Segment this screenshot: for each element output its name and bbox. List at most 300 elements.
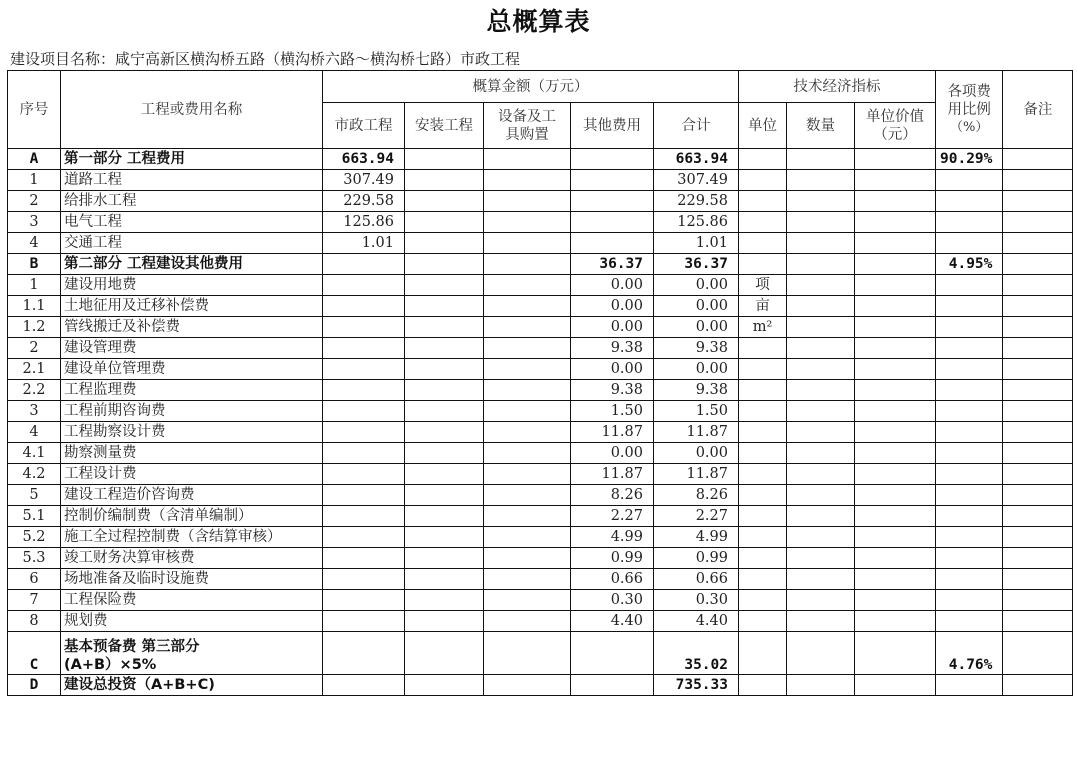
table-row bbox=[8, 338, 1073, 359]
cell-unit-value bbox=[855, 548, 936, 569]
cell-quantity bbox=[787, 548, 855, 569]
cell-equipment bbox=[484, 212, 571, 233]
table-row bbox=[8, 401, 1073, 422]
cell-install bbox=[405, 590, 484, 611]
cell-unit bbox=[739, 506, 787, 527]
cell-other: 2.27 bbox=[571, 506, 654, 527]
cell-unit bbox=[739, 527, 787, 548]
cell-total: 0.30 bbox=[654, 590, 739, 611]
cell-remark bbox=[1003, 443, 1073, 464]
cell-other: 0.99 bbox=[571, 548, 654, 569]
cell-remark bbox=[1003, 611, 1073, 632]
cell-quantity bbox=[787, 233, 855, 254]
cell-install bbox=[405, 548, 484, 569]
cell-equipment bbox=[484, 380, 571, 401]
cell-ratio bbox=[936, 422, 1003, 443]
cell-ratio bbox=[936, 296, 1003, 317]
cell-total: 307.49 bbox=[654, 170, 739, 191]
table-row bbox=[8, 464, 1073, 485]
cell-unit bbox=[739, 464, 787, 485]
cell-total: 1.01 bbox=[654, 233, 739, 254]
cell-remark bbox=[1003, 254, 1073, 275]
cell-seq: 4.1 bbox=[8, 443, 61, 464]
cell-name: 建设总投资（A+B+C) bbox=[61, 675, 323, 696]
cell-total: 4.40 bbox=[654, 611, 739, 632]
table-body bbox=[8, 149, 1073, 696]
cell-equipment bbox=[484, 191, 571, 212]
cell-name: 基本预备费 第三部分 (A+B）×5% bbox=[61, 632, 323, 675]
cell-ratio bbox=[936, 338, 1003, 359]
cell-total: 663.94 bbox=[654, 149, 739, 170]
cell-name: 第二部分 工程建设其他费用 bbox=[61, 254, 323, 275]
cell-equipment bbox=[484, 422, 571, 443]
cell-municipal bbox=[323, 569, 405, 590]
table-row bbox=[8, 380, 1073, 401]
cell-municipal bbox=[323, 632, 405, 675]
cell-unit-value bbox=[855, 422, 936, 443]
cell-unit: 项 bbox=[739, 275, 787, 296]
cell-unit bbox=[739, 170, 787, 191]
cell-ratio bbox=[936, 506, 1003, 527]
cell-ratio bbox=[936, 317, 1003, 338]
cell-name: 给排水工程 bbox=[61, 191, 323, 212]
cell-municipal: 663.94 bbox=[323, 149, 405, 170]
cell-seq: B bbox=[8, 254, 61, 275]
cell-quantity bbox=[787, 317, 855, 338]
cell-municipal bbox=[323, 548, 405, 569]
cell-unit bbox=[739, 401, 787, 422]
cell-unit bbox=[739, 485, 787, 506]
cell-seq: 4 bbox=[8, 422, 61, 443]
table-row bbox=[8, 422, 1073, 443]
cell-install bbox=[405, 611, 484, 632]
cell-install bbox=[405, 485, 484, 506]
cell-equipment bbox=[484, 485, 571, 506]
cell-seq: 5.3 bbox=[8, 548, 61, 569]
cell-other bbox=[571, 675, 654, 696]
cell-ratio bbox=[936, 590, 1003, 611]
cell-other bbox=[571, 191, 654, 212]
cell-municipal: 125.86 bbox=[323, 212, 405, 233]
cell-seq: 1.1 bbox=[8, 296, 61, 317]
cell-quantity bbox=[787, 254, 855, 275]
cell-unit-value bbox=[855, 191, 936, 212]
cell-unit-value bbox=[855, 632, 936, 675]
cell-unit-value bbox=[855, 611, 936, 632]
cell-unit-value bbox=[855, 380, 936, 401]
cell-unit-value bbox=[855, 464, 936, 485]
cell-name: 建设工程造价咨询费 bbox=[61, 485, 323, 506]
table-row bbox=[8, 212, 1073, 233]
cell-remark bbox=[1003, 317, 1073, 338]
cell-unit bbox=[739, 548, 787, 569]
cell-install bbox=[405, 675, 484, 696]
cell-unit-value bbox=[855, 254, 936, 275]
cell-total: 0.66 bbox=[654, 569, 739, 590]
budget-table bbox=[7, 70, 1073, 696]
header-equipment: 设备及工 具购置 bbox=[484, 103, 571, 149]
cell-ratio: 4.95% bbox=[936, 254, 1003, 275]
cell-ratio bbox=[936, 527, 1003, 548]
cell-remark bbox=[1003, 212, 1073, 233]
cell-unit bbox=[739, 422, 787, 443]
cell-other: 4.40 bbox=[571, 611, 654, 632]
cell-install bbox=[405, 338, 484, 359]
cell-total: 0.00 bbox=[654, 275, 739, 296]
cell-install bbox=[405, 506, 484, 527]
cell-municipal bbox=[323, 464, 405, 485]
table-header bbox=[8, 71, 1073, 149]
header-name: 工程或费用名称 bbox=[61, 71, 323, 149]
cell-total: 0.99 bbox=[654, 548, 739, 569]
cell-other: 8.26 bbox=[571, 485, 654, 506]
cell-other: 9.38 bbox=[571, 380, 654, 401]
cell-unit-value bbox=[855, 275, 936, 296]
cell-unit-value bbox=[855, 296, 936, 317]
cell-total: 35.02 bbox=[654, 632, 739, 675]
header-quantity: 数量 bbox=[787, 103, 855, 149]
cell-name: 施工全过程控制费（含结算审核） bbox=[61, 527, 323, 548]
cell-ratio bbox=[936, 191, 1003, 212]
cell-equipment bbox=[484, 569, 571, 590]
table-row bbox=[8, 443, 1073, 464]
cell-equipment bbox=[484, 632, 571, 675]
cell-municipal: 1.01 bbox=[323, 233, 405, 254]
cell-unit-value bbox=[855, 233, 936, 254]
cell-unit bbox=[739, 359, 787, 380]
cell-install bbox=[405, 212, 484, 233]
cell-name: 控制价编制费（含清单编制） bbox=[61, 506, 323, 527]
cell-install bbox=[405, 422, 484, 443]
cell-equipment bbox=[484, 317, 571, 338]
cell-name: 交通工程 bbox=[61, 233, 323, 254]
cell-remark bbox=[1003, 590, 1073, 611]
cell-equipment bbox=[484, 401, 571, 422]
cell-ratio bbox=[936, 611, 1003, 632]
cell-seq: 2.2 bbox=[8, 380, 61, 401]
cell-seq: 1 bbox=[8, 170, 61, 191]
cell-other: 9.38 bbox=[571, 338, 654, 359]
cell-unit bbox=[739, 611, 787, 632]
cell-remark bbox=[1003, 170, 1073, 191]
cell-seq: 7 bbox=[8, 590, 61, 611]
cell-install bbox=[405, 233, 484, 254]
cell-total: 0.00 bbox=[654, 317, 739, 338]
cell-seq: 8 bbox=[8, 611, 61, 632]
cell-remark bbox=[1003, 191, 1073, 212]
cell-equipment bbox=[484, 296, 571, 317]
cell-ratio bbox=[936, 485, 1003, 506]
cell-equipment bbox=[484, 233, 571, 254]
cell-other bbox=[571, 233, 654, 254]
cell-other: 0.30 bbox=[571, 590, 654, 611]
cell-unit-value bbox=[855, 569, 936, 590]
cell-municipal bbox=[323, 380, 405, 401]
cell-municipal bbox=[323, 254, 405, 275]
cell-equipment bbox=[484, 359, 571, 380]
cell-unit-value bbox=[855, 212, 936, 233]
header-install: 安装工程 bbox=[405, 103, 484, 149]
cell-unit-value bbox=[855, 506, 936, 527]
cell-remark bbox=[1003, 527, 1073, 548]
cell-other bbox=[571, 212, 654, 233]
cell-quantity bbox=[787, 359, 855, 380]
cell-remark bbox=[1003, 380, 1073, 401]
cell-other: 4.99 bbox=[571, 527, 654, 548]
cell-seq: 6 bbox=[8, 569, 61, 590]
cell-remark bbox=[1003, 569, 1073, 590]
cell-quantity bbox=[787, 675, 855, 696]
cell-equipment bbox=[484, 464, 571, 485]
cell-install bbox=[405, 380, 484, 401]
cell-name: 工程保险费 bbox=[61, 590, 323, 611]
table-row bbox=[8, 254, 1073, 275]
cell-quantity bbox=[787, 338, 855, 359]
cell-install bbox=[405, 275, 484, 296]
table-row bbox=[8, 569, 1073, 590]
cell-remark bbox=[1003, 149, 1073, 170]
cell-install bbox=[405, 527, 484, 548]
cell-ratio bbox=[936, 548, 1003, 569]
cell-unit bbox=[739, 569, 787, 590]
cell-install bbox=[405, 254, 484, 275]
cell-remark bbox=[1003, 296, 1073, 317]
cell-remark bbox=[1003, 233, 1073, 254]
cell-total: 2.27 bbox=[654, 506, 739, 527]
cell-unit: 亩 bbox=[739, 296, 787, 317]
cell-total: 229.58 bbox=[654, 191, 739, 212]
cell-unit-value bbox=[855, 590, 936, 611]
cell-seq: 2 bbox=[8, 191, 61, 212]
cell-equipment bbox=[484, 149, 571, 170]
cell-ratio bbox=[936, 675, 1003, 696]
cell-unit bbox=[739, 590, 787, 611]
project-name: 建设项目名称：咸宁高新区横沟桥五路（横沟桥六路～横沟桥七路）市政工程 bbox=[10, 50, 521, 68]
cell-equipment bbox=[484, 338, 571, 359]
table-row bbox=[8, 191, 1073, 212]
cell-total: 36.37 bbox=[654, 254, 739, 275]
cell-total: 0.00 bbox=[654, 359, 739, 380]
cell-remark bbox=[1003, 506, 1073, 527]
cell-equipment bbox=[484, 254, 571, 275]
cell-other bbox=[571, 149, 654, 170]
cell-seq: 4.2 bbox=[8, 464, 61, 485]
cell-name: 工程设计费 bbox=[61, 464, 323, 485]
cell-seq: 4 bbox=[8, 233, 61, 254]
cell-municipal bbox=[323, 485, 405, 506]
table-row bbox=[8, 632, 1073, 675]
table-row bbox=[8, 317, 1073, 338]
cell-unit-value bbox=[855, 485, 936, 506]
cell-name: 工程前期咨询费 bbox=[61, 401, 323, 422]
cell-total: 4.99 bbox=[654, 527, 739, 548]
cell-unit-value bbox=[855, 527, 936, 548]
cell-unit-value bbox=[855, 170, 936, 191]
cell-name: 管线搬迁及补偿费 bbox=[61, 317, 323, 338]
cell-municipal bbox=[323, 296, 405, 317]
cell-remark bbox=[1003, 464, 1073, 485]
cell-municipal bbox=[323, 401, 405, 422]
cell-unit-value bbox=[855, 675, 936, 696]
cell-unit-value bbox=[855, 338, 936, 359]
cell-name: 建设用地费 bbox=[61, 275, 323, 296]
header-amount-group: 概算金额（万元） bbox=[323, 71, 739, 103]
cell-municipal bbox=[323, 506, 405, 527]
cell-municipal bbox=[323, 527, 405, 548]
cell-municipal bbox=[323, 317, 405, 338]
table-row bbox=[8, 149, 1073, 170]
cell-total: 0.00 bbox=[654, 296, 739, 317]
cell-seq: 2.1 bbox=[8, 359, 61, 380]
cell-total: 9.38 bbox=[654, 338, 739, 359]
cell-ratio bbox=[936, 569, 1003, 590]
cell-municipal bbox=[323, 675, 405, 696]
header-tech-group: 技术经济指标 bbox=[739, 71, 936, 103]
cell-other: 0.00 bbox=[571, 275, 654, 296]
cell-quantity bbox=[787, 422, 855, 443]
cell-unit bbox=[739, 254, 787, 275]
cell-name: 建设单位管理费 bbox=[61, 359, 323, 380]
cell-total: 11.87 bbox=[654, 464, 739, 485]
cell-remark bbox=[1003, 632, 1073, 675]
cell-ratio bbox=[936, 275, 1003, 296]
cell-quantity bbox=[787, 443, 855, 464]
header-remark: 备注 bbox=[1003, 71, 1073, 149]
table-row bbox=[8, 590, 1073, 611]
cell-install bbox=[405, 401, 484, 422]
cell-seq: 1 bbox=[8, 275, 61, 296]
cell-quantity bbox=[787, 170, 855, 191]
cell-name: 工程勘察设计费 bbox=[61, 422, 323, 443]
cell-name: 规划费 bbox=[61, 611, 323, 632]
cell-municipal: 229.58 bbox=[323, 191, 405, 212]
cell-install bbox=[405, 569, 484, 590]
cell-total: 8.26 bbox=[654, 485, 739, 506]
cell-unit-value bbox=[855, 359, 936, 380]
cell-quantity bbox=[787, 275, 855, 296]
cell-remark bbox=[1003, 675, 1073, 696]
cell-total: 9.38 bbox=[654, 380, 739, 401]
cell-total: 0.00 bbox=[654, 443, 739, 464]
cell-quantity bbox=[787, 590, 855, 611]
cell-equipment bbox=[484, 590, 571, 611]
cell-remark bbox=[1003, 485, 1073, 506]
cell-quantity bbox=[787, 464, 855, 485]
table-row bbox=[8, 233, 1073, 254]
cell-ratio bbox=[936, 212, 1003, 233]
cell-remark bbox=[1003, 401, 1073, 422]
cell-name: 勘察测量费 bbox=[61, 443, 323, 464]
cell-unit-value bbox=[855, 149, 936, 170]
cell-municipal: 307.49 bbox=[323, 170, 405, 191]
cell-unit: m² bbox=[739, 317, 787, 338]
cell-name: 道路工程 bbox=[61, 170, 323, 191]
cell-seq: 1.2 bbox=[8, 317, 61, 338]
cell-quantity bbox=[787, 212, 855, 233]
cell-remark bbox=[1003, 338, 1073, 359]
cell-municipal bbox=[323, 422, 405, 443]
cell-equipment bbox=[484, 675, 571, 696]
cell-ratio: 90.29% bbox=[936, 149, 1003, 170]
cell-quantity bbox=[787, 506, 855, 527]
cell-name: 场地准备及临时设施费 bbox=[61, 569, 323, 590]
cell-name: 第一部分 工程费用 bbox=[61, 149, 323, 170]
cell-unit bbox=[739, 191, 787, 212]
cell-unit bbox=[739, 380, 787, 401]
cell-name: 建设管理费 bbox=[61, 338, 323, 359]
header-other: 其他费用 bbox=[571, 103, 654, 149]
cell-install bbox=[405, 170, 484, 191]
header-total: 合计 bbox=[654, 103, 739, 149]
cell-seq: C bbox=[8, 632, 61, 675]
cell-ratio bbox=[936, 380, 1003, 401]
cell-install bbox=[405, 443, 484, 464]
cell-other: 11.87 bbox=[571, 422, 654, 443]
cell-ratio: 4.76% bbox=[936, 632, 1003, 675]
cell-municipal bbox=[323, 443, 405, 464]
cell-quantity bbox=[787, 191, 855, 212]
cell-equipment bbox=[484, 611, 571, 632]
cell-seq: 3 bbox=[8, 401, 61, 422]
cell-seq: 3 bbox=[8, 212, 61, 233]
cell-install bbox=[405, 359, 484, 380]
table-row bbox=[8, 527, 1073, 548]
cell-quantity bbox=[787, 611, 855, 632]
cell-unit bbox=[739, 149, 787, 170]
cell-other: 36.37 bbox=[571, 254, 654, 275]
cell-ratio bbox=[936, 464, 1003, 485]
cell-other: 1.50 bbox=[571, 401, 654, 422]
cell-remark bbox=[1003, 359, 1073, 380]
cell-equipment bbox=[484, 527, 571, 548]
cell-seq: 2 bbox=[8, 338, 61, 359]
cell-name: 电气工程 bbox=[61, 212, 323, 233]
cell-municipal bbox=[323, 338, 405, 359]
cell-ratio bbox=[936, 401, 1003, 422]
header-ratio: 各项费 用比例 （%） bbox=[936, 71, 1003, 149]
cell-quantity bbox=[787, 296, 855, 317]
table-row bbox=[8, 275, 1073, 296]
table-row bbox=[8, 296, 1073, 317]
cell-other: 0.00 bbox=[571, 317, 654, 338]
cell-total: 11.87 bbox=[654, 422, 739, 443]
cell-other: 11.87 bbox=[571, 464, 654, 485]
cell-install bbox=[405, 632, 484, 675]
cell-unit-value bbox=[855, 317, 936, 338]
cell-municipal bbox=[323, 590, 405, 611]
page-title: 总概算表 bbox=[486, 7, 591, 36]
cell-remark bbox=[1003, 275, 1073, 296]
cell-ratio bbox=[936, 443, 1003, 464]
cell-other bbox=[571, 170, 654, 191]
cell-install bbox=[405, 317, 484, 338]
cell-ratio bbox=[936, 233, 1003, 254]
cell-unit bbox=[739, 443, 787, 464]
cell-name: 竣工财务决算审核费 bbox=[61, 548, 323, 569]
cell-seq: D bbox=[8, 675, 61, 696]
cell-other: 0.00 bbox=[571, 443, 654, 464]
cell-equipment bbox=[484, 275, 571, 296]
cell-unit bbox=[739, 233, 787, 254]
cell-install bbox=[405, 296, 484, 317]
cell-seq: 5.2 bbox=[8, 527, 61, 548]
table-row bbox=[8, 548, 1073, 569]
cell-quantity bbox=[787, 485, 855, 506]
cell-municipal bbox=[323, 275, 405, 296]
cell-other: 0.66 bbox=[571, 569, 654, 590]
cell-install bbox=[405, 149, 484, 170]
cell-unit bbox=[739, 632, 787, 675]
